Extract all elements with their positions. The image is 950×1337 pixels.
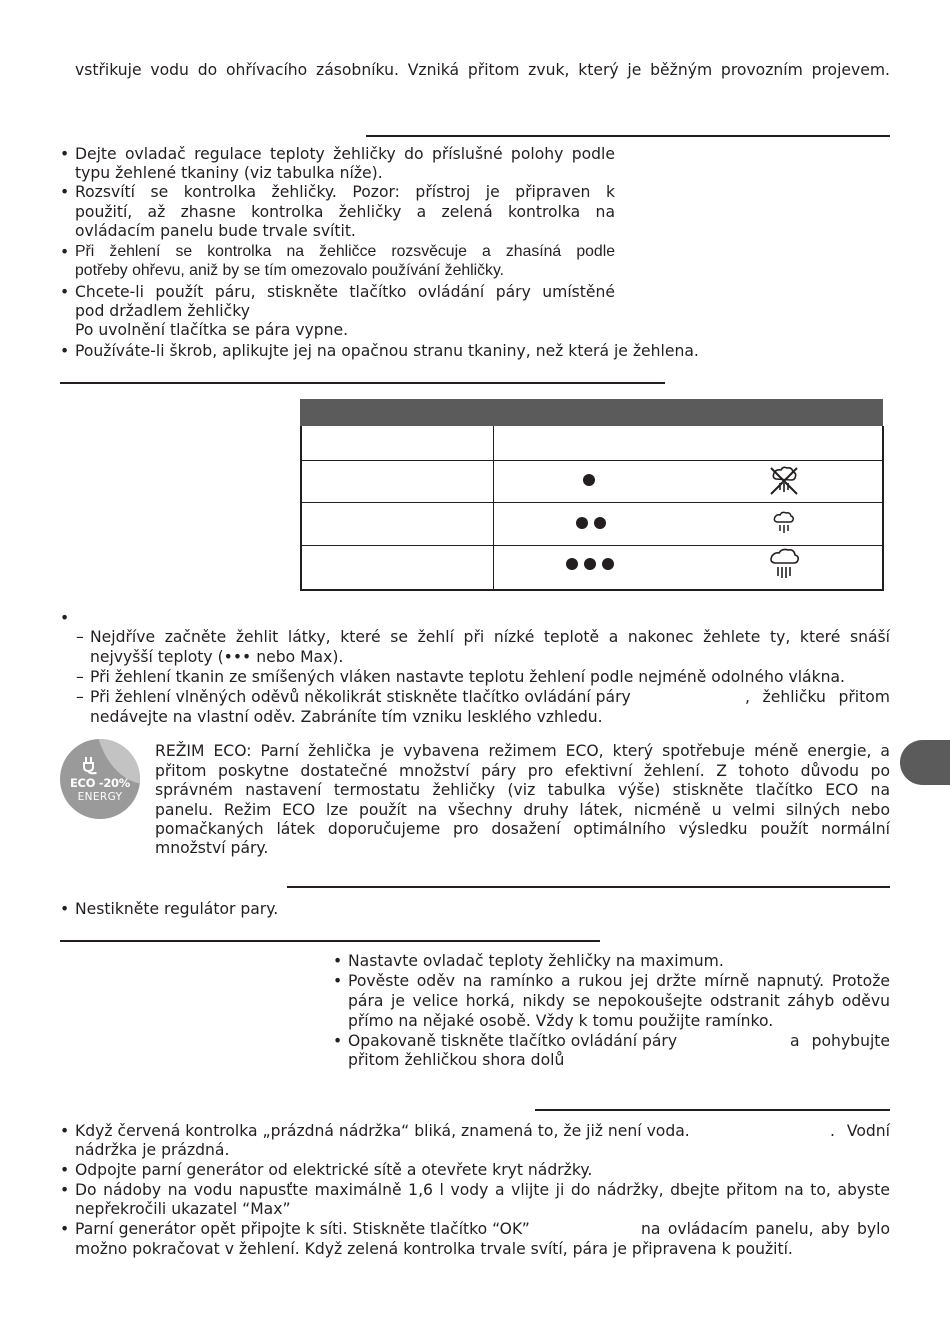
bullet-marker: • <box>60 342 70 360</box>
no-steam-icon <box>768 465 800 497</box>
dry-ironing-line: Nestikněte regulátor pary. <box>75 900 279 918</box>
table-divider <box>300 545 882 546</box>
instruction-line: Dejte ovladač regulace teploty žehličky do příslušné polohy podle <box>75 145 615 163</box>
refill-line: Parní generátor opět připojte k síti. Stiskněte tlačítko “OK” <box>75 1220 530 1238</box>
bullet-marker: • <box>60 145 70 163</box>
refill-line: Když červená kontrolka „prázdná nádržka“ bliká, znamená to, že již není voda. <box>75 1122 690 1140</box>
refill-line: nádržka je prázdná. <box>75 1141 230 1159</box>
instruction-line: potřeby ohřevu, aniž by se tím omezovalo používání žehličky. <box>75 262 505 279</box>
dash-marker: – <box>76 628 84 646</box>
table-column-divider <box>493 426 494 589</box>
eco-badge-line2: ENERGY <box>77 791 123 803</box>
temperature-dot <box>566 558 578 570</box>
dash-marker: – <box>76 688 84 706</box>
bullet-marker: • <box>60 1181 70 1199</box>
instruction-line: Při žehlení se kontrolka na žehličce rozsvěcuje a zhasíná podle <box>75 243 615 260</box>
section-rule <box>60 940 600 942</box>
vertical-line: a pohybujte <box>790 1032 890 1050</box>
tip-line: Nejdříve začněte žehlit látky, které se žehlí při nízké teplotě a nakonec žehlete ty, které snáší <box>90 628 890 646</box>
plug-icon <box>82 755 104 775</box>
bullet-marker: • <box>60 283 70 301</box>
section-rule <box>60 382 665 384</box>
side-section-tab <box>900 740 950 785</box>
refill-line: na ovládacím panelu, aby bylo <box>641 1220 890 1238</box>
bullet-marker: • <box>60 1161 70 1179</box>
instruction-line: Po uvolnění tlačítka se pára vypne. <box>75 321 349 339</box>
instruction-line: Chcete-li použít páru, stiskněte tlačítko ovládání páry umístěné <box>75 283 615 301</box>
steam-large-icon <box>768 547 800 583</box>
steam-small-icon <box>772 509 796 537</box>
bullet-marker: • <box>60 900 70 918</box>
bullet-marker: • <box>60 1122 70 1140</box>
eco-badge-line1: ECO -20% <box>70 776 130 790</box>
table-header <box>300 399 883 426</box>
tip-line: , žehličku přitom <box>745 688 890 706</box>
table-divider <box>300 502 882 503</box>
vertical-line: pára je velice horká, nikdy se nepokoušejte odstranit záhyb oděvu <box>348 992 890 1010</box>
temperature-dot <box>594 517 606 529</box>
vertical-line: Pověste oděv na ramínko a rukou jej držte mírně napnutý. Protože <box>348 972 890 990</box>
refill-line: Odpojte parní generátor od elektrické sítě a otevřete kryt nádržky. <box>75 1161 593 1179</box>
instruction-line: ovládacím panelu bude trvale svítit. <box>75 222 356 240</box>
temperature-dot <box>583 474 595 486</box>
bullet-marker: • <box>333 972 343 990</box>
bullet-marker: • <box>60 243 70 261</box>
eco-line: správném nastavení termostatu žehličky (viz tabulka výše) stiskněte tlačítko ECO na <box>155 781 890 799</box>
dash-marker: – <box>76 668 84 686</box>
instruction-line: pod držadlem žehličky <box>75 302 250 320</box>
eco-energy-badge <box>60 739 140 819</box>
instruction-line: použití, až zhasne kontrolka žehličky a zelená kontrolka na <box>75 203 615 221</box>
bullet-marker: • <box>60 609 70 627</box>
tip-line: nedávejte na vlastní oděv. Zabráníte tím vzniku lesklého vzhledu. <box>90 708 603 726</box>
section-rule <box>366 135 890 137</box>
vertical-line: přitom žehličkou shora dolů <box>348 1051 565 1069</box>
eco-line: REŽIM ECO: Parní žehlička je vybavena režimem ECO, který spotřebuje méně energie, a <box>155 742 890 760</box>
eco-line: pomačkaných látek doporučujeme pro dosažení optimálního výsledku použít normální <box>155 820 890 838</box>
refill-line: nepřekročili ukazatel “Max” <box>75 1200 291 1218</box>
bullet-marker: • <box>333 952 343 970</box>
section-rule <box>287 886 890 888</box>
instruction-line: Používáte-li škrob, aplikujte jej na opačnou stranu tkaniny, než která je žehlena. <box>75 342 699 360</box>
vertical-line: přímo na nějaké osobě. Vždy k tomu použijte ramínko. <box>348 1012 774 1030</box>
refill-line: Do nádoby na vodu napusťte maximálně 1,6 l vody a vlijte ji do nádržky, dbejte přitom na to, abyste <box>75 1181 890 1199</box>
section-rule <box>535 1109 890 1111</box>
tip-line: Při žehlení vlněných oděvů několikrát stiskněte tlačítko ovládání páry <box>90 688 631 706</box>
tip-line: Při žehlení tkanin ze smíšených vláken nastavte teplotu žehlení podle nejméně odolného vlákna. <box>90 668 846 686</box>
bullet-marker: • <box>60 1220 70 1238</box>
tip-line: nejvyšší teploty (••• nebo Max). <box>90 648 344 666</box>
intro-text: vstřikuje vodu do ohřívacího zásobníku. Vzniká přitom zvuk, který je běžným provozním projevem. <box>75 61 890 79</box>
table-divider <box>300 460 882 461</box>
bullet-marker: • <box>333 1032 343 1050</box>
eco-line: množství páry. <box>155 839 269 857</box>
bullet-marker: • <box>60 183 70 201</box>
instruction-line: Rozsvítí se kontrolka žehličky. Pozor: přístroj je připraven k <box>75 183 615 201</box>
refill-line: možno pokračovat v žehlení. Když zelená kontrolka trvale svítí, pára je připravena k použití. <box>75 1240 793 1258</box>
instruction-line: typu žehlené tkaniny (viz tabulka níže). <box>75 164 383 182</box>
temperature-dot <box>576 517 588 529</box>
vertical-line: Opakovaně tiskněte tlačítko ovládání páry <box>348 1032 678 1050</box>
vertical-line: Nastavte ovladač teploty žehličky na maximum. <box>348 952 724 970</box>
eco-line: přitom poskytne dostatečné množství páry pro efektivní žehlení. Z tohoto důvodu po <box>155 762 890 780</box>
temperature-dot <box>584 558 596 570</box>
temperature-dot <box>602 558 614 570</box>
eco-line: panelu. Režim ECO lze použít na všechny druhy látek, nicméně u velmi silných nebo <box>155 801 890 819</box>
refill-line: . Vodní <box>830 1122 890 1140</box>
